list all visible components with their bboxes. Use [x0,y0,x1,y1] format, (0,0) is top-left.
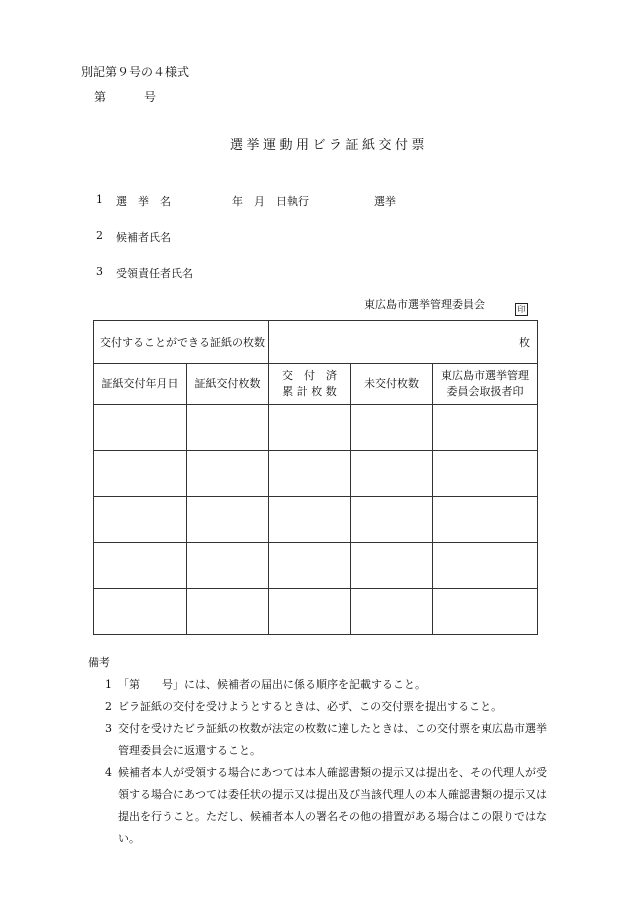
notes-section [88,652,548,850]
note-item [88,762,548,850]
note-number: 1 [105,678,112,691]
note-number: 3 [105,722,112,735]
table-cell[interactable] [433,451,538,497]
field-election-date: 年 月 日執行 [232,195,309,208]
field-2-num: 2 [96,229,103,242]
seal-icon: 印 [515,303,528,316]
table-cell[interactable] [351,543,433,589]
note-text: 候補者本人が受領する場合にあつては本人確認書類の提示又は提出を、その代理人が受領する場合にあつては委任状の提示又は提出及び当該代理人の本人確認書類の提示又は提出を行うこと。ただし、候補者本人の署名その他の措置がある場合はこの限りではない。 [118,766,547,845]
note-text: 交付を受けたビラ証紙の枚数が法定の枚数に達したときは、この交付票を東広島市選挙管理委員会に返還すること。 [118,722,547,757]
ledger-table [93,320,538,635]
table-cell[interactable] [269,589,351,635]
total-label-cell [94,321,269,364]
total-label: 交付することができる証紙の枚数 [100,336,265,349]
note-number: 4 [105,766,112,779]
column-header [351,364,433,405]
table-cell[interactable] [94,497,187,543]
table-cell[interactable] [94,405,187,451]
table-cell[interactable] [351,405,433,451]
table-cell[interactable] [187,589,269,635]
column-header-line: 証紙交付年月日 [101,377,179,390]
table-cell[interactable] [269,451,351,497]
table-cell[interactable] [433,589,538,635]
column-header [187,364,269,405]
column-header-line: 委員会取扱者印 [446,385,524,398]
total-value-cell [269,321,538,364]
table-cell[interactable] [94,589,187,635]
table-cell[interactable] [187,497,269,543]
column-header-line: 交 付 済 [282,369,337,382]
table-cell[interactable] [433,497,538,543]
table-cell[interactable] [187,405,269,451]
column-header-line: 未交付枚数 [364,377,419,390]
column-header-line: 累 計 枚 数 [282,385,337,398]
field-1-num: 1 [96,193,103,206]
note-item [88,696,548,718]
column-header [269,364,351,405]
note-item [88,718,548,762]
total-unit: 枚 [519,336,531,349]
table-cell[interactable] [187,451,269,497]
issuer-name: 東広島市選挙管理委員会 [364,298,485,311]
table-row [94,543,538,589]
table-cell[interactable] [187,543,269,589]
column-header-line: 東広島市選挙管理 [441,369,529,382]
issuer-seal [515,297,528,316]
column-header [433,364,538,405]
field-3-num: 3 [96,265,103,278]
note-text: 「第 号」には、候補者の届出に係る順序を記載すること。 [118,678,426,691]
table-cell[interactable] [94,451,187,497]
table-cell[interactable] [269,543,351,589]
table-cell[interactable] [351,497,433,543]
table-cell[interactable] [94,543,187,589]
column-header [94,364,187,405]
table-cell[interactable] [269,405,351,451]
table-row [94,589,538,635]
number-prefix: 第 [94,90,107,104]
form-code: 別記第９号の４様式 [81,65,190,79]
column-header-line: 証紙交付枚数 [194,377,261,390]
table-cell[interactable] [351,451,433,497]
table-cell[interactable] [433,405,538,451]
number-suffix: 号 [144,90,157,104]
notes-heading: 備考 [88,656,110,669]
field-candidate-name-label: 候補者氏名 [116,231,171,244]
field-election-name-label: 選 挙 名 [116,195,171,208]
table-cell[interactable] [269,497,351,543]
field-election-suffix: 選挙 [374,195,396,208]
note-text: ビラ証紙の交付を受けようとするときは、必ず、この交付票を提出すること。 [118,700,503,713]
table-row [94,497,538,543]
table-cell[interactable] [351,589,433,635]
table-row [94,405,538,451]
note-number: 2 [105,700,112,713]
note-item [88,674,548,696]
field-recipient-name-label: 受領責任者氏名 [116,267,193,280]
table-row [94,451,538,497]
page-title: 選挙運動用ビラ証紙交付票 [230,138,429,153]
table-cell[interactable] [433,543,538,589]
